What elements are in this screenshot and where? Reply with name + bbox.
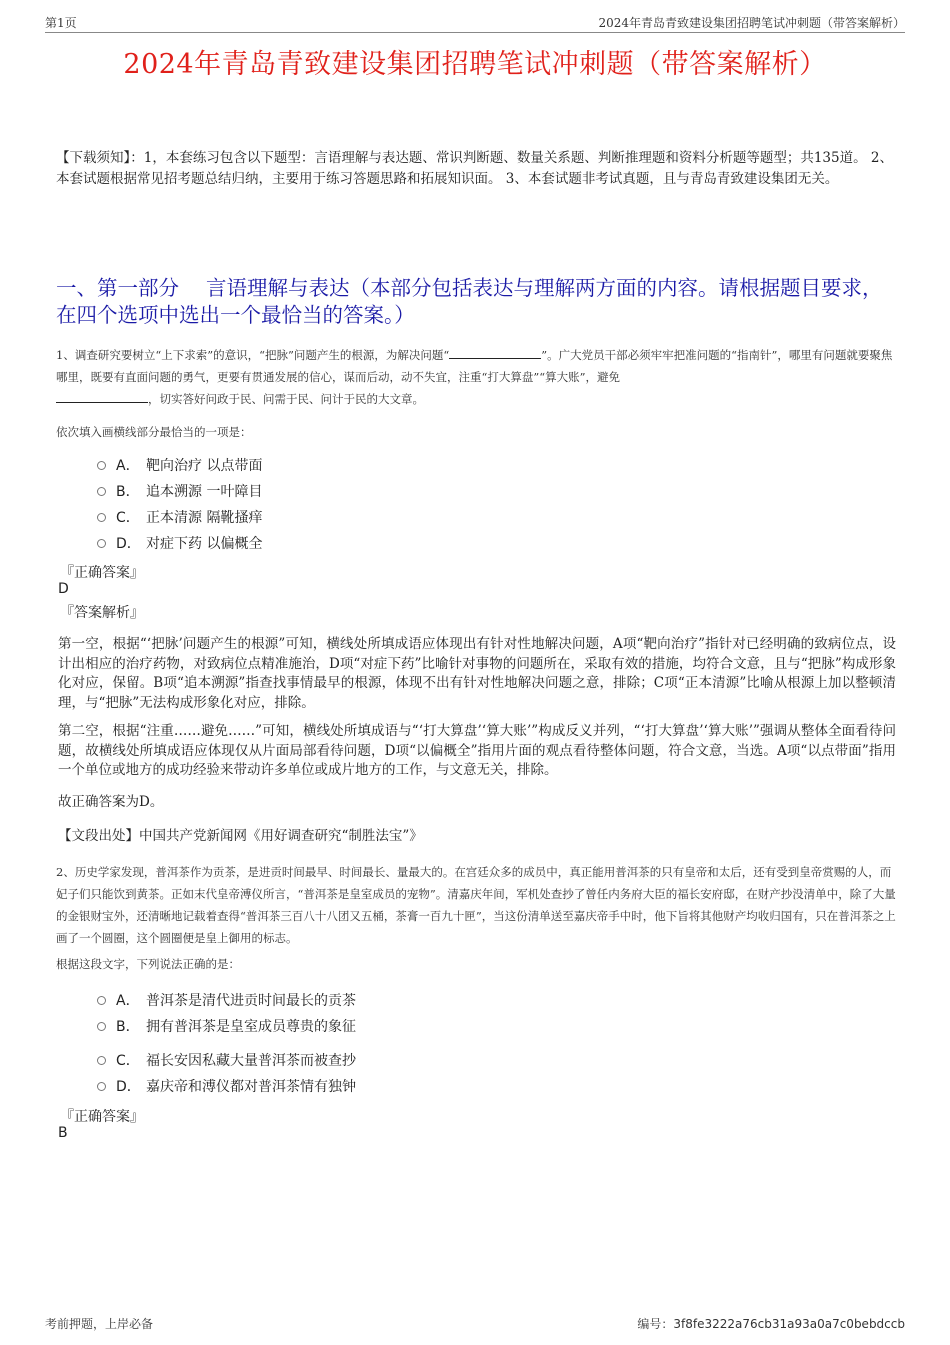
radio-icon[interactable] [97,1056,106,1065]
radio-icon[interactable] [97,1022,106,1031]
footer-code-label: 编号： [637,1317,674,1331]
question-2-answer-label: 『正确答案』 [60,1109,144,1125]
question-2-option-c[interactable]: C． 福长安因私藏大量普洱茶而被查抄 [97,1051,356,1071]
question-1-stem [56,344,898,410]
question-2-option-b[interactable]: B． 拥有普洱茶是皇室成员尊贵的象征 [97,1017,356,1037]
question-1-option-c[interactable]: C． 正本清源 隔靴搔痒 [97,508,262,528]
question-1-stem-part-c: ，切实答好问政于民、问需于民、问计于民的大文章。 [148,392,424,406]
footer-slogan: 考前押题，上岸必备 [45,1317,154,1331]
footer-code [637,1315,905,1332]
header-doc-title: 2024年青岛青致建设集团招聘笔试冲刺题（带答案解析） [598,16,905,30]
answer-blank-2 [56,390,148,403]
page-footer [45,1315,905,1333]
question-1-source: 【文段出处】中国共产党新闻网《用好调查研究“制胜法宝”》 [58,828,423,844]
question-2-stem: 2、历史学家发现，普洱茶作为贡茶，是进贡时间最早、时间最长、量最大的。在宫廷众多的成员中，真正能用普洱茶的只有皇帝和太后，还有受到皇帝赏赐的人，而妃子们只能饮到黄茶。正如末代皇帝溥仪所言，“普洱茶是皇室成员的宠物”。清嘉庆年间，军机处查抄了曾任内务府大臣的福长安府邸，在财产抄没清单中，除了大量的金银财宝外，还清晰地记载着查得“普洱茶三百八十八团又五桶，茶膏一百九十匣”，当这份清单送至嘉庆帝手中时，他下旨将其他财产均收归国有，只在普洱茶之上画了一个圆圈，这个圆圈便是皇上御用的标志。 [56,865,896,945]
answer-blank-1 [449,346,541,359]
question-1-conclusion: 故正确答案为D。 [58,794,164,810]
radio-icon[interactable] [97,1082,106,1091]
document-title: 2024年青岛青致建设集团招聘笔试冲刺题（带答案解析） [123,49,827,80]
question-1-option-d[interactable]: D． 对症下药 以偏概全 [97,534,262,554]
question-2-prompt: 根据这段文字，下列说法正确的是： [56,957,240,971]
radio-icon[interactable] [97,513,106,522]
section-heading: 一、第一部分 言语理解与表达（本部分包括表达与理解两方面的内容。请根据题目要求，在四个选项中选出一个最恰当的答案。） [56,276,883,327]
question-2-answer: B [58,1125,68,1141]
radio-icon[interactable] [97,461,106,470]
question-1-stem-part-a: 1、调查研究要树立“上下求索”的意识，“把脉”问题产生的根源，为解决问题“ [56,348,450,362]
question-1-option-a[interactable]: A． 靶向治疗 以点带面 [97,456,262,476]
question-1-analysis-paragraph-2: 第二空，根据“注重……避免……”可知，横线处所填成语与“‘打大算盘’‘算大账’”构成反义并列，“‘打大算盘’‘算大账’”强调从整体全面看待问题，故横线处所填成语应体现仅从片面局部看待问题，D项“以偏概全”指用片面的观点看待整体问题，符合文意，当选。A项“以点带面”指用一个单位或地方的成功经验来带动许多单位或成片地方的工作，与文意无关，排除。 [58,723,896,778]
question-1-analysis-paragraph-1: 第一空，根据“‘把脉’问题产生的根源”可知，横线处所填成语应体现出有针对性地解决问题，A项“靶向治疗”指针对已经明确的致病位点，设计出相应的治疗药物，对致病位点精准施治，D项“对症下药”比喻针对事物的问题所在，采取有效的措施，均符合文意，且与“把脉”构成形象化对应，保留。B项“追本溯源”指查找事情最早的根源，体现不出有针对性地解决问题之意，排除；C项“正本清源”比喻从根源上加以整顿清理，与“把脉”无法构成形象化对应，排除。 [58,636,896,711]
page-number: 第1页 [45,16,77,30]
question-1-prompt: 依次填入画横线部分最恰当的一项是： [56,425,252,439]
question-1-option-b[interactable]: B． 追本溯源 一叶障目 [97,482,262,502]
page-header [45,14,905,33]
question-2-option-d[interactable]: D． 嘉庆帝和溥仪都对普洱茶情有独钟 [97,1077,356,1097]
radio-icon[interactable] [97,487,106,496]
question-1-stem-part-b: ”。广大党员干部必须牢牢把准问题的“指南针”，哪里有问题就要聚焦哪里，既要有直面问题的勇气，更要有贯通发展的信心，谋而后动，动不失宜，注重“打大算盘”“算大账”，避免 [56,348,893,384]
radio-icon[interactable] [97,539,106,548]
question-2-option-a[interactable]: A． 普洱茶是清代进贡时间最长的贡茶 [97,991,356,1011]
footer-code-value: 3f8fe3222a76cb31a93a0a7c0bebdccb [673,1317,905,1331]
question-1-analysis-label: 『答案解析』 [60,605,144,621]
download-notice: 【下载须知】：1，本套练习包含以下题型：言语理解与表达题、常识判断题、数量关系题、判断推理题和资料分析题等题型；共135道。 2、本套试题根据常见招考题总结归纳，主要用于练习答题思路和拓展知识面。 3、本套试题非考试真题，且与青岛青致建设集团无关。 [56,150,893,187]
radio-icon[interactable] [97,996,106,1005]
question-1-answer-label: 『正确答案』 [60,565,144,581]
question-1-answer: D [58,581,69,597]
